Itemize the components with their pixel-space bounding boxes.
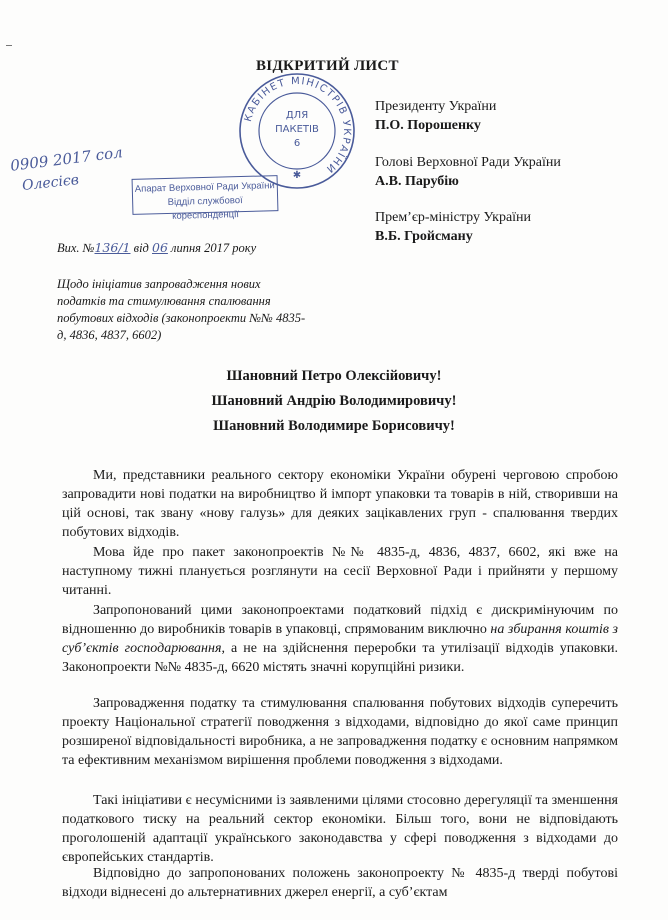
body-paragraph-5: Такі ініціативи є несумісними із заявленими цілями стосовно дерегуляції та зменшення податкового тиску на реальний сектор економіки. Більш того, вони не відповідають проголошеній адаптації українського законодавства у сфері поводження з відходами до європейських стандартів. [62,793,618,865]
greeting-president: Шановний Петро Олексійовичу! [226,368,442,384]
recipient-prime-minister [375,208,531,246]
body-paragraph-3-part-c: , а не на здійснення переробки та утилізації відходів упаковки. Законопроекти №№ 4835-д, 6620 містять значні корупційні ризики. [62,641,619,675]
greeting-speaker: Шановний Андрію Володимировичу! [211,393,457,409]
body-paragraph-3-part-a: Запропонований цими законопроектами податковий підхід є дискримінуючим по відношенню до виробників товарів в упаковці, спрямованим виключно [62,603,618,637]
star-icon: ✱ [292,170,302,181]
reference-suffix: липня 2017 року [171,241,257,255]
registration-stamp-line1: Апарат Верховної Ради України [134,180,275,195]
recipient-speaker [375,153,561,191]
body-paragraph-3-emphasis: на збирання коштів з суб’єктів господарювання [62,622,618,656]
recipient-name: А.В. Парубію [375,174,459,189]
registration-stamp-line2: Відділ службової кореспонденції [167,195,243,222]
recipient-name: П.О. Порошенку [375,118,481,133]
body-paragraph-2: Мова йде про пакет законопроектів №№ 4835-д, 4836, 4837, 6602, які вже на наступному тижні планується розглянути на сесії Верховної Ради і прийняти у першому читанні. [62,545,618,598]
letter-title: ВІДКРИТИЙ ЛИСТ [256,58,399,74]
recipient-position: Голові Верховної Ради України [375,155,561,170]
recipient-position: Прем’єр-міністру України [375,210,532,225]
round-stamp [236,70,358,192]
round-stamp-ring-text: КАБІНЕТ МІНІСТРІВ УКРАЇНИ [242,75,353,176]
round-stamp-center-1: ДЛЯ [285,110,309,121]
margin-mark [6,45,12,46]
reference-day: 06 [152,240,168,255]
round-stamp-center-2: ПАКЕТІВ [275,124,319,135]
reference-prefix: Вих. № [57,241,95,255]
body-paragraph-4: Запровадження податку та стимулювання спалювання побутових відходів суперечить проекту Національної стратегії поводження з відходами, відповідно до якої саме принцип розширеної відповідальності виробника, а не запровадження податку є основним напрямком та ефективним механізмом вирішення проблеми поводження з відходами. [62,696,618,768]
registration-stamp [132,175,279,222]
recipient-name: В.Б. Гройсману [375,229,473,244]
recipient-president [375,97,496,135]
reference-number: 136/1 [94,240,131,255]
greeting-prime-minister: Шановний Володимире Борисовичу! [213,418,455,434]
body-paragraph-1: Ми, представники реального сектору економіки України обурені черговою спробою запровадити нові податки на виробництво й імпорт упаковки та товарів в ній, створивши на цій основі, так звану «нову галузь» для деяких зацікавлених груп - спалювання твердих побутових відходів. [62,468,618,540]
body-paragraph-6: Відповідно до запропонованих положень законопроекту № 4835-д тверді побутові відходи віднесені до альтернативних джерел енергії, а суб’єктам [62,866,618,900]
round-stamp-center-3: 6 [293,138,301,149]
handwritten-signature-note: Олесієв [21,172,80,194]
recipient-position: Президенту України [375,99,497,114]
reference-middle: від [133,241,149,255]
letter-subject: Щодо ініціатив запровадження нових податків та стимулювання спалювання побутових відходів (законопроекти №№ 4835-д, 4836, 4837, 6602) [57,277,306,342]
handwritten-date-note: 0909 2017 сол [9,143,124,175]
body-paragraph-3 [62,601,618,677]
outgoing-reference [57,240,256,256]
